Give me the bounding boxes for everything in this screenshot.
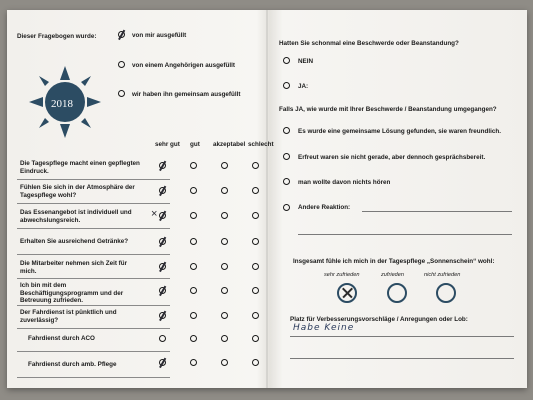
row-divider: [17, 254, 170, 255]
row-label: Das Essenangebot ist individuell und abwechslungsreich.: [20, 209, 132, 224]
fill-option-relative-label: von einem Angehörigen ausgefüllt: [132, 62, 235, 69]
right-page: [269, 10, 527, 388]
complaint-no-checkbox[interactable]: [283, 57, 290, 64]
row-label: Fahrdienst durch ACO: [28, 335, 95, 342]
rating-option[interactable]: [221, 287, 228, 294]
rating-option[interactable]: [252, 187, 259, 194]
other-reaction-line[interactable]: [362, 211, 512, 212]
rating-option[interactable]: [190, 187, 197, 194]
satisfaction-question: Insgesamt fühle ich mich in der Tagespflege „Sonnenschein“ wohl:: [293, 258, 495, 265]
left-page: [7, 10, 274, 388]
fill-option-self-label: von mir ausgefüllt: [132, 32, 187, 39]
rating-option[interactable]: [221, 162, 228, 169]
followup-option-label: man wollte davon nichts hören: [298, 179, 391, 186]
header-schlecht: schlecht: [248, 141, 274, 148]
rating-option[interactable]: [159, 162, 166, 169]
followup-option-label: Andere Reaktion:: [298, 204, 351, 211]
rating-option[interactable]: [221, 359, 228, 366]
rating-option[interactable]: [252, 212, 259, 219]
rating-option[interactable]: [190, 287, 197, 294]
row-label: Der Fahrdienst ist pünktlich und zuverlässig?: [20, 309, 117, 324]
rating-option[interactable]: [159, 312, 166, 319]
booklet-spine: [266, 10, 268, 388]
rating-option[interactable]: [252, 263, 259, 270]
row-divider: [17, 278, 170, 279]
rating-option[interactable]: [221, 238, 228, 245]
complaint-question: Hatten Sie schonmal eine Beschwerde oder Beanstandung?: [279, 40, 459, 47]
followup-option-checkbox[interactable]: [283, 204, 290, 211]
rating-option[interactable]: [252, 312, 259, 319]
suggestions-line[interactable]: [290, 358, 514, 359]
rating-option[interactable]: [190, 312, 197, 319]
row-label: Erhalten Sie ausreichend Getränke?: [20, 238, 129, 245]
row-divider: [17, 305, 170, 306]
rating-option[interactable]: [221, 263, 228, 270]
satisfaction-satisfied-option[interactable]: [387, 283, 407, 303]
rating-option[interactable]: [190, 162, 197, 169]
rating-option[interactable]: [252, 287, 259, 294]
complaint-yes-checkbox[interactable]: [283, 82, 290, 89]
followup-option-label: Erfreut waren sie nicht gerade, aber dennoch gesprächsbereit.: [298, 154, 486, 161]
fill-option-together-label: wir haben ihn gemeinsam ausgefüllt: [132, 91, 241, 98]
row-label: Die Tagespflege macht einen gepflegten Eindruck.: [20, 160, 140, 175]
row-divider: [17, 328, 170, 329]
rating-option[interactable]: [159, 238, 166, 245]
satisfaction-very-satisfied-option[interactable]: [337, 283, 357, 303]
rating-option[interactable]: [190, 238, 197, 245]
complaint-yes-label: JA:: [298, 83, 309, 90]
satisfaction-not-satisfied-option[interactable]: [436, 283, 456, 303]
row-divider: [17, 203, 170, 204]
row-divider: [17, 228, 170, 229]
rating-option[interactable]: [159, 263, 166, 270]
rating-option[interactable]: [252, 162, 259, 169]
header-akzeptabel: akzeptabel: [213, 141, 246, 148]
followup-option-label: Es wurde eine gemeinsame Lösung gefunden, sie waren freundlich.: [298, 128, 501, 135]
rating-option[interactable]: [221, 335, 228, 342]
satisfaction-label: sehr zufrieden: [324, 272, 360, 278]
rating-option[interactable]: [190, 212, 197, 219]
row-divider: [17, 351, 170, 352]
followup-option-checkbox[interactable]: [283, 178, 290, 185]
rating-option[interactable]: [159, 187, 166, 194]
row-label: Fühlen Sie sich in der Atmosphäre der Tagespflege wohl?: [20, 184, 135, 199]
rating-option[interactable]: [221, 187, 228, 194]
rating-option[interactable]: [190, 335, 197, 342]
followup-option-checkbox[interactable]: [283, 127, 290, 134]
intro-label: Dieser Fragebogen wurde:: [17, 33, 97, 40]
suggestions-label: Platz für Verbesserungsvorschläge / Anregungen oder Lob:: [290, 316, 468, 323]
complaint-no-label: NEIN: [298, 58, 314, 65]
suggestions-line[interactable]: [290, 336, 514, 337]
fill-option-together-checkbox[interactable]: [118, 90, 125, 97]
rating-option[interactable]: [159, 359, 166, 366]
rating-option[interactable]: [252, 359, 259, 366]
satisfaction-label: zufrieden: [381, 272, 405, 278]
rating-option[interactable]: [221, 312, 228, 319]
rating-option[interactable]: [190, 263, 197, 270]
fill-option-relative-checkbox[interactable]: [118, 61, 125, 68]
header-sehr-gut: sehr gut: [155, 141, 180, 148]
rating-option[interactable]: [159, 287, 166, 294]
rating-option[interactable]: [221, 212, 228, 219]
row-divider: [17, 377, 170, 378]
rating-option[interactable]: [252, 238, 259, 245]
row-divider: [17, 179, 170, 180]
logo-year: 2018: [51, 98, 73, 110]
row-label: Die Mitarbeiter nehmen sich Zeit für mich.: [20, 260, 128, 275]
row-label: Fahrdienst durch amb. Pflege: [28, 361, 117, 368]
fill-option-self-checkbox[interactable]: [118, 31, 125, 38]
rating-option[interactable]: [159, 212, 166, 219]
rating-option[interactable]: [252, 335, 259, 342]
header-gut: gut: [190, 141, 200, 148]
satisfaction-label: nicht zufrieden: [424, 272, 461, 278]
rating-option[interactable]: [190, 359, 197, 366]
questionnaire-booklet: [7, 10, 527, 388]
row-label: Ich bin mit dem Beschäftigungsprogramm und der Betreuung zufrieden.: [20, 282, 124, 305]
followup-question: Falls JA, wie wurde mit Ihrer Beschwerde / Beanstandung umgegangen?: [279, 106, 497, 113]
handwritten-answer: Habe Keine: [293, 323, 355, 333]
other-reaction-line[interactable]: [298, 234, 512, 235]
followup-option-checkbox[interactable]: [283, 153, 290, 160]
rating-option[interactable]: [159, 335, 166, 342]
